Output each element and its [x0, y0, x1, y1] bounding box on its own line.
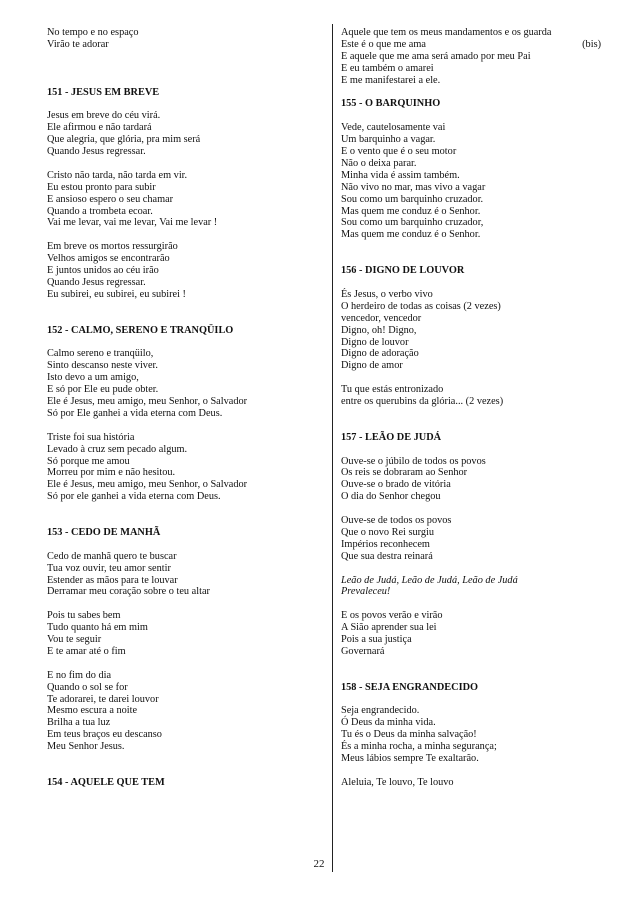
text-line: Ó Deus da minha vida. [341, 717, 436, 729]
text-line: Quando Jesus regressar. [47, 146, 146, 158]
text-line: Pois a sua justiça [341, 634, 412, 646]
text-line: Que o novo Rei surgiu [341, 526, 435, 538]
text-line: Sou como um barquinho cruzador. [341, 193, 484, 205]
stanza [341, 515, 603, 563]
text-line: Estender as mãos para te louvar [47, 574, 178, 586]
text-line: Não vivo no mar, mas vivo a vagar [341, 181, 486, 193]
text-line: Este é o que me ama [341, 38, 426, 50]
text-line: Sinto descanso neste viver. [47, 360, 158, 372]
page-number: 22 [313, 858, 325, 870]
text-line: Ele afirmou e não tardará [47, 122, 152, 134]
text-line: Isto devo a um amigo, [47, 372, 139, 384]
stanza [341, 289, 603, 372]
song-154 [47, 777, 305, 789]
text-line: Pois tu sabes bem [47, 610, 121, 622]
text-line: E te amar até o fim [47, 645, 126, 657]
text-line: Tua voz ouvir, teu amor sentir [47, 562, 171, 574]
text-line: Morreu por mim e não hesitou. [47, 467, 176, 479]
text-line: Governará [341, 645, 385, 657]
song-152 [47, 325, 305, 504]
bis-marker: (bis) [582, 38, 601, 50]
text-line: E ansioso espero o seu chamar [47, 193, 174, 205]
text-line: Cristo não tarda, não tarda em vir. [47, 169, 188, 181]
text-line: Tudo quanto há em mim [47, 622, 148, 634]
text-line: Em breve os mortos ressurgirão [47, 241, 178, 253]
text-line: Brilha a tua luz [47, 717, 111, 729]
text-line: O dia do Senhor chegou [341, 491, 441, 503]
text-line: Ele é Jesus, meu amigo, meu Senhor, o Salvador [47, 395, 248, 407]
text-line: E no fim do dia [47, 669, 112, 681]
song-title: 153 - CEDO DE MANHÃ [47, 526, 161, 538]
song-156 [341, 265, 603, 408]
text-line: Quando a trombeta ecoar. [47, 205, 153, 217]
text-line: Vai me levar, vai me levar, Vai me levar ! [47, 217, 218, 229]
stanza [47, 348, 305, 419]
text-line: És a minha rocha, a minha segurança; [341, 741, 497, 753]
stanza [47, 432, 305, 503]
text-line: És Jesus, o verbo vivo [341, 288, 433, 300]
text-line: Velhos amigos se encontrarão [47, 253, 170, 265]
text-line: Triste foi sua história [47, 431, 135, 443]
text-line: Prevaleceu! [341, 586, 391, 598]
stanza [341, 705, 603, 765]
text-line: Quando o sol se for [47, 681, 128, 693]
text-line: O herdeiro de todas as coisas (2 vezes) [341, 300, 501, 312]
text-line: Aleluia, Te louvo, Te louvo [341, 776, 454, 788]
song-158 [341, 682, 603, 789]
text-line: Que sua destra reinará [341, 550, 433, 562]
text-line: entre os querubins da glória... (2 vezes) [341, 396, 504, 408]
song-157 [341, 432, 603, 658]
text-line: Derramar meu coração sobre o teu altar [47, 586, 210, 598]
text-line: Um barquinho a vagar. [341, 134, 436, 146]
song-title: 152 - CALMO, SERENO E TRANQÜILO [47, 324, 234, 336]
text-line: Calmo sereno e tranqüilo, [47, 348, 154, 360]
stanza [47, 610, 305, 658]
text-line: Digno, oh! Digno, [341, 324, 417, 336]
text-line: Meus lábios sempre Te exaltarão. [341, 753, 479, 765]
text-line: Em teus braços eu descanso [47, 729, 162, 741]
stanza [341, 777, 603, 789]
text-line: E o vento que é o seu motor [341, 146, 457, 158]
text-line: E me manifestarei a ele. [341, 74, 441, 86]
text-line: Digno de louvor [341, 336, 409, 348]
text-line: Que alegria, que glória, pra mim será [47, 134, 201, 146]
stanza [47, 241, 305, 301]
right-column [341, 27, 603, 789]
text-line: Digno de amor [341, 360, 403, 372]
text-line: Mas quem me conduz é o Senhor. [341, 229, 481, 241]
text-line: Jesus em breve do céu virá. [47, 110, 161, 122]
text-line: E só por Ele eu pude obter. [47, 384, 159, 396]
column-divider [332, 24, 333, 872]
text-line: No tempo e no espaço [47, 27, 139, 38]
song-title: 154 - AQUELE QUE TEM [47, 776, 165, 788]
text-line: Digno de adoração [341, 348, 419, 360]
text-line: Cedo de manhã quero te buscar [47, 550, 177, 562]
text-line: Seja engrandecido. [341, 705, 420, 717]
text-line: E juntos unidos ao céu irão [47, 265, 159, 277]
text-line: Meu Senhor Jesus. [47, 741, 125, 753]
text-line: Mas quem me conduz é o Senhor. [341, 205, 481, 217]
stanza [47, 110, 305, 158]
song-title: 158 - SEJA ENGRANDECIDO [341, 681, 479, 693]
stanza [47, 170, 305, 230]
text-line: Tu que estás entronizado [341, 384, 444, 396]
stanza [47, 670, 305, 753]
text-line: Ouve-se de todos os povos [341, 515, 452, 527]
text-line: Só por Ele ganhei a vida eterna com Deus. [47, 407, 223, 419]
song-title: 157 - LEÃO DE JUDÁ [341, 431, 442, 443]
text-line: Levado à cruz sem pecado algum. [47, 443, 188, 455]
text-line: Sou como um barquinho cruzador, [341, 217, 484, 229]
song-title: 156 - DIGNO DE LOUVOR [341, 265, 465, 277]
text-line: Ouve-se o júbilo de todos os povos [341, 455, 486, 467]
stanza [341, 456, 603, 504]
left-column [47, 27, 305, 789]
song-title: 151 - JESUS EM BREVE [47, 86, 160, 98]
text-line: Só porque me amou [47, 455, 130, 467]
text-line: Te adorarei, te darei louvor [47, 693, 159, 705]
text-line: E eu também o amarei [341, 62, 434, 74]
text-line: A Sião aprender sua lei [341, 622, 437, 634]
stanza [47, 551, 305, 599]
stanza [341, 610, 603, 658]
text-line: Ele é Jesus, meu amigo, meu Senhor, o Salvador [47, 479, 248, 491]
song-154-continued [341, 27, 603, 87]
text-line: Tu és o Deus da minha salvação! [341, 729, 477, 741]
text-line: Eu subirei, eu subirei, eu subirei ! [47, 288, 186, 300]
song-151 [47, 87, 305, 301]
song-title: 155 - O BARQUINHO [341, 98, 441, 110]
intro-lines [47, 27, 305, 51]
song-153 [47, 527, 305, 753]
chorus [341, 575, 603, 599]
song-155 [341, 98, 603, 241]
text-line: Vou te seguir [47, 634, 102, 646]
text-line: Os reis se dobraram ao Senhor [341, 467, 468, 479]
text-line: Ouve-se o brado de vitória [341, 479, 451, 491]
text-line: Só por ele ganhei a vida eterna com Deus. [47, 491, 221, 503]
text-line: Minha vida é assim também. [341, 169, 460, 181]
text-line: Impérios reconhecem [341, 538, 430, 550]
text-line: Leão de Judá, Leão de Judá, Leão de Judá [341, 574, 518, 586]
text-line: Vede, cautelosamente vai [341, 122, 446, 134]
text-line: Eu estou pronto para subir [47, 181, 156, 193]
text-line: Quando Jesus regressar. [47, 276, 146, 288]
stanza [341, 384, 603, 408]
stanza [341, 122, 603, 241]
text-line: vencedor, vencedor [341, 312, 422, 324]
text-line: Não o deixa parar. [341, 157, 417, 169]
bis-line [341, 39, 601, 51]
text-line: E aquele que me ama será amado por meu Pai [341, 50, 531, 62]
text-line: Aquele que tem os meus mandamentos e os guarda [341, 27, 552, 38]
text-line: Mesmo escura a noite [47, 705, 138, 717]
text-line: Virão te adorar [47, 38, 109, 50]
text-line: E os povos verão e virão [341, 610, 443, 622]
